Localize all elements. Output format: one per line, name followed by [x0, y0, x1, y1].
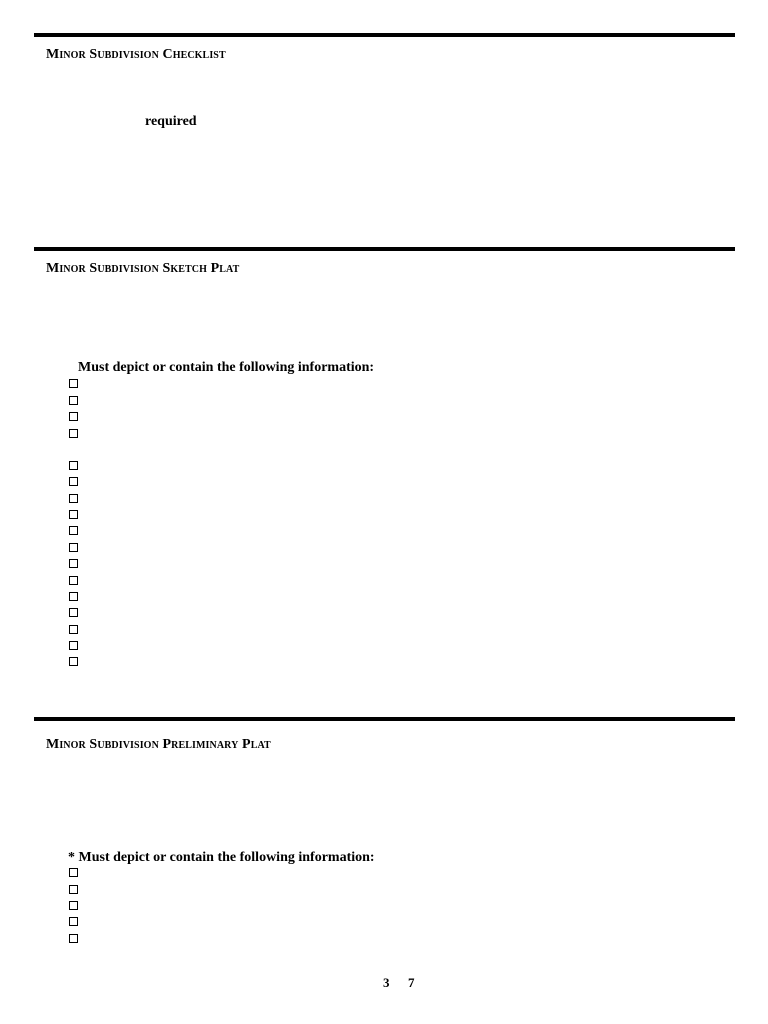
- preliminary-plat-checkbox[interactable]: [69, 868, 78, 877]
- sketch-plat-checkbox[interactable]: [69, 510, 78, 519]
- sketch-plat-checkbox[interactable]: [69, 526, 78, 535]
- sketch-plat-checkbox[interactable]: [69, 429, 78, 438]
- sketch-plat-checkbox[interactable]: [69, 559, 78, 568]
- sketch-plat-checkbox[interactable]: [69, 379, 78, 388]
- section-divider-checklist: [34, 33, 735, 37]
- sketch-plat-section-title: Minor Subdivision Sketch Plat: [46, 261, 240, 276]
- sketch-plat-checkbox[interactable]: [69, 576, 78, 585]
- preliminary-plat-checkbox[interactable]: [69, 934, 78, 943]
- section-divider-sketch-plat: [34, 247, 735, 251]
- page-number: 3: [383, 975, 390, 990]
- preliminary-plat-checkbox[interactable]: [69, 901, 78, 910]
- sketch-plat-checkbox[interactable]: [69, 543, 78, 552]
- section-divider-preliminary-plat: [34, 717, 735, 721]
- preliminary-plat-checkbox[interactable]: [69, 917, 78, 926]
- sketch-plat-checkbox[interactable]: [69, 412, 78, 421]
- preliminary-plat-checkbox[interactable]: [69, 885, 78, 894]
- sketch-plat-checkbox[interactable]: [69, 477, 78, 486]
- sketch-plat-checkbox[interactable]: [69, 494, 78, 503]
- sketch-plat-checkbox[interactable]: [69, 396, 78, 405]
- preliminary-plat-requirements-intro: * Must depict or contain the following information:: [68, 850, 375, 865]
- page-total: 7: [408, 975, 415, 990]
- sketch-plat-checkbox[interactable]: [69, 608, 78, 617]
- checklist-section-title: Minor Subdivision Checklist: [46, 47, 226, 62]
- required-label: required: [145, 114, 197, 129]
- sketch-plat-checkbox[interactable]: [69, 625, 78, 634]
- preliminary-plat-section-title: Minor Subdivision Preliminary Plat: [46, 737, 271, 752]
- sketch-plat-requirements-intro: Must depict or contain the following information:: [78, 360, 375, 375]
- sketch-plat-checkbox[interactable]: [69, 461, 78, 470]
- sketch-plat-checkbox[interactable]: [69, 641, 78, 650]
- sketch-plat-checkbox[interactable]: [69, 657, 78, 666]
- sketch-plat-checkbox[interactable]: [69, 592, 78, 601]
